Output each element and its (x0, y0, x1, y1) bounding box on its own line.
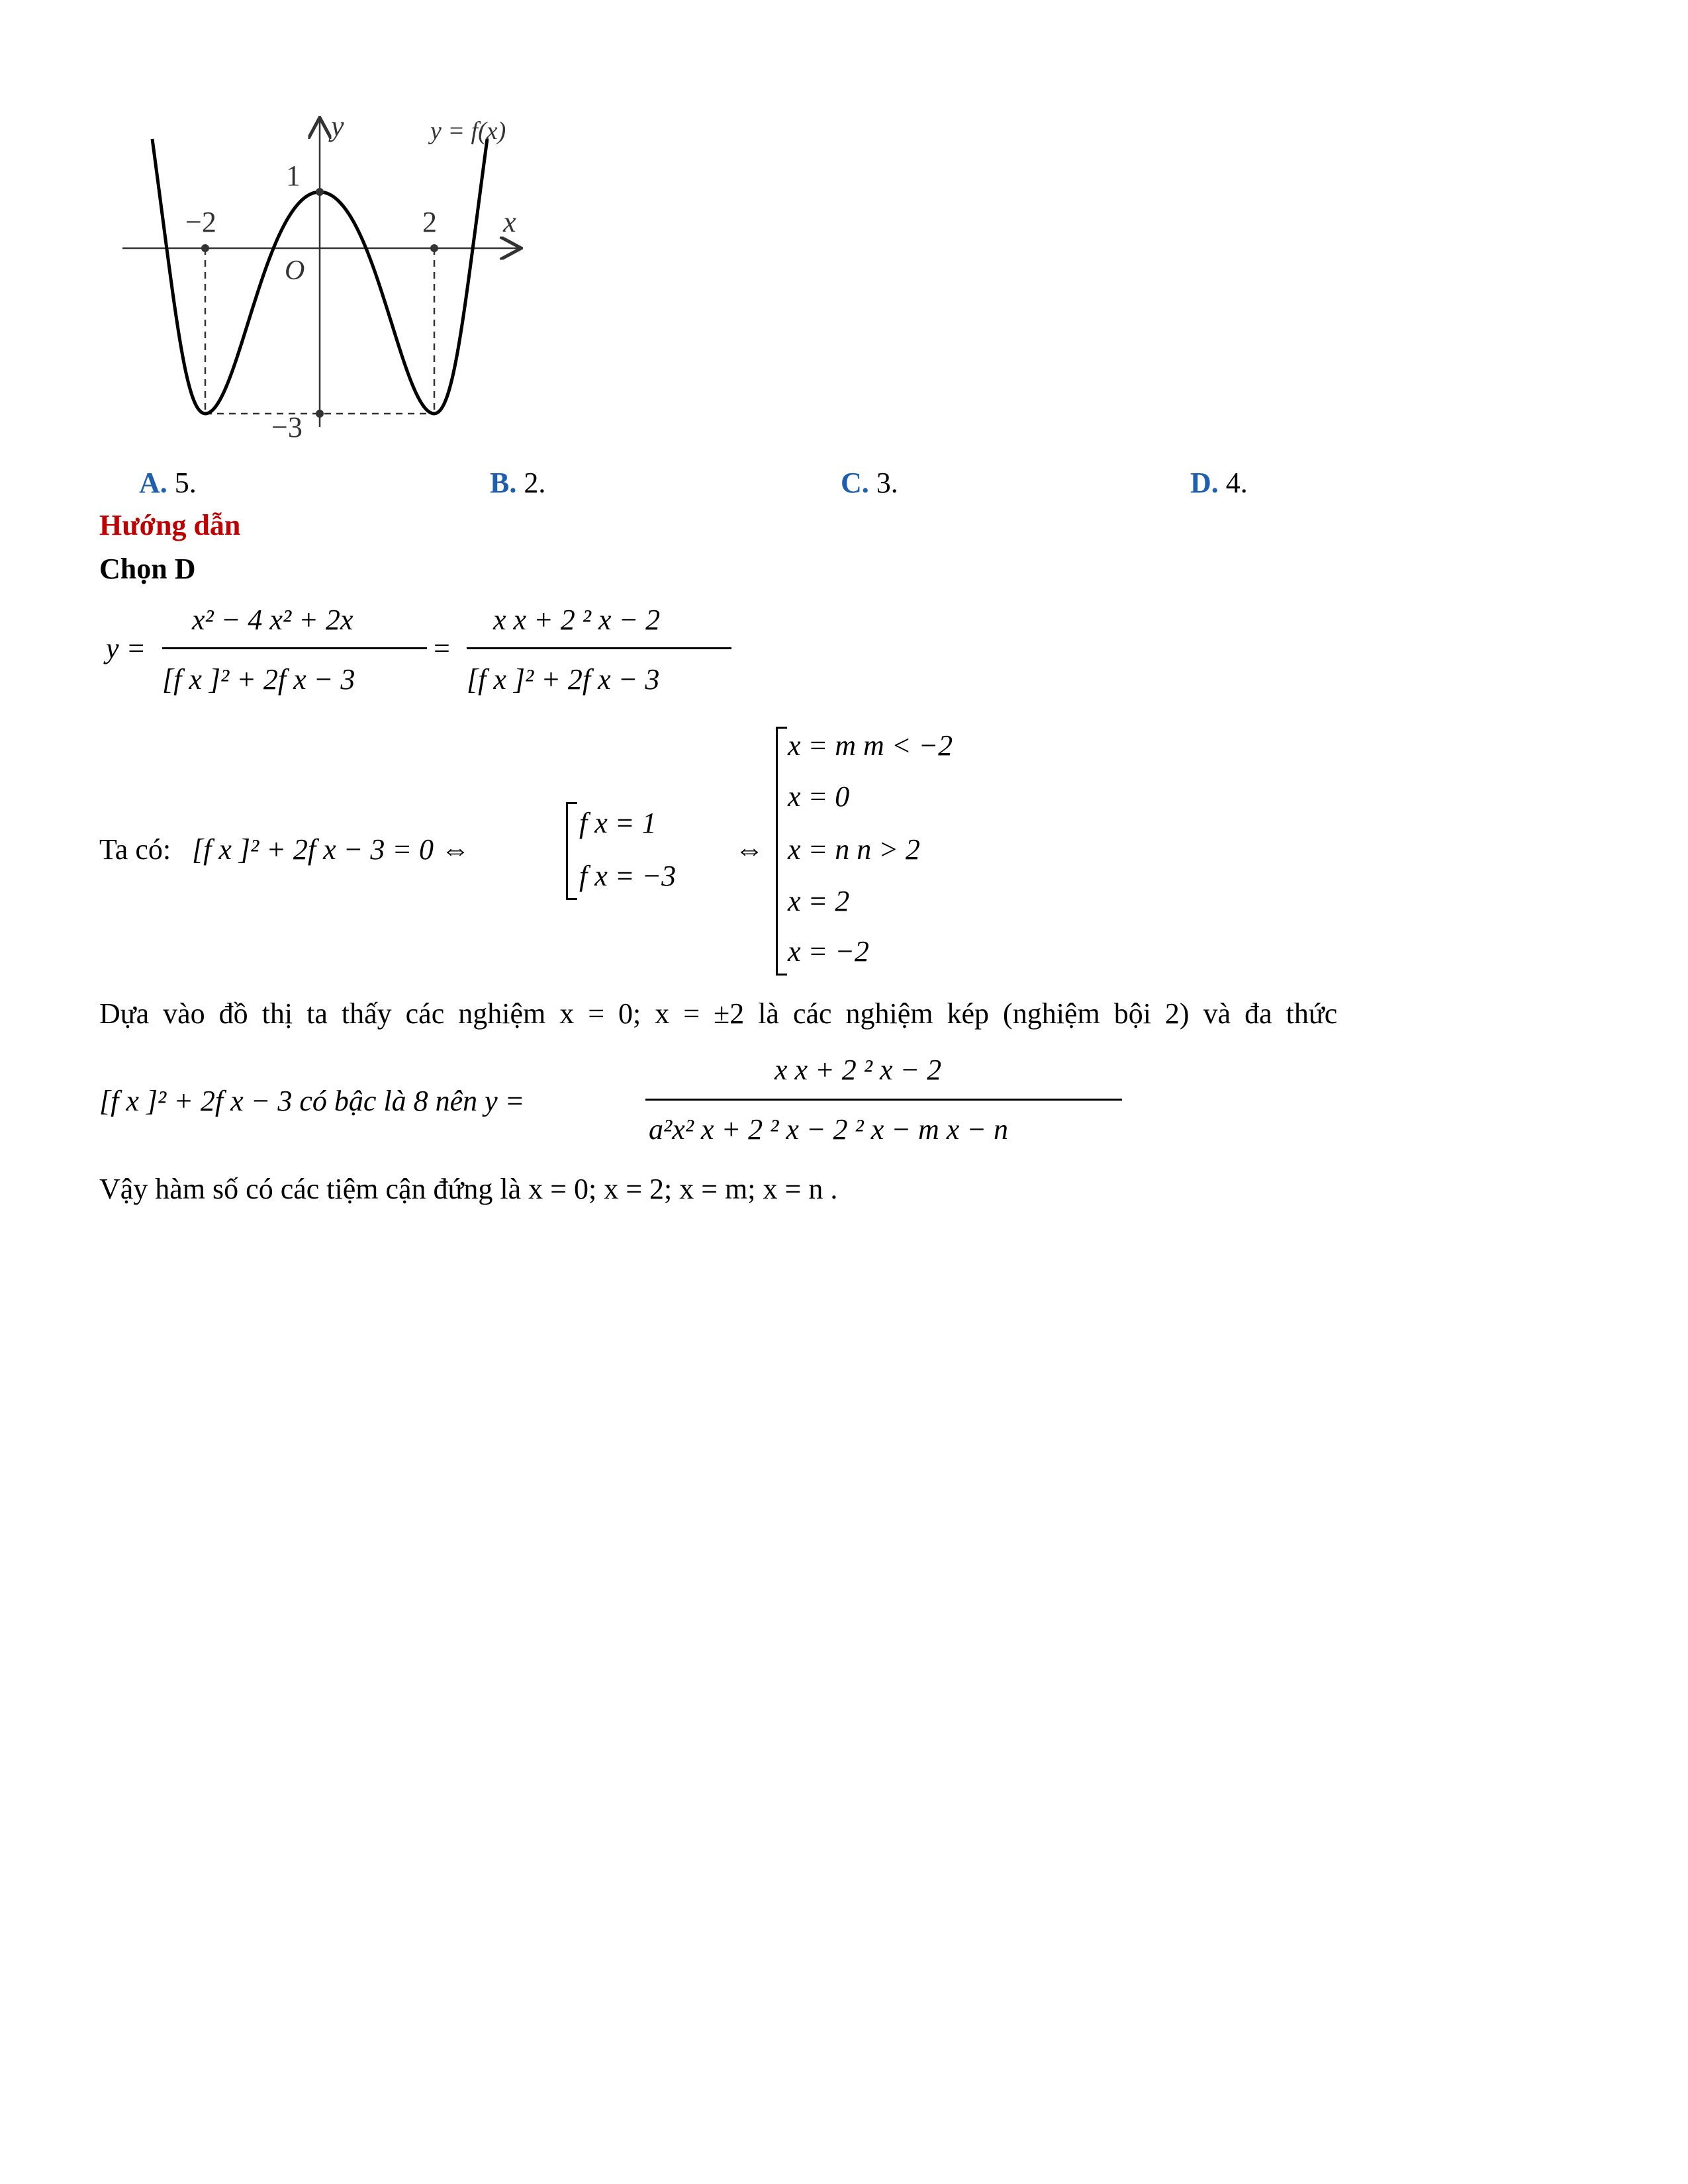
root-2: x = 0 (788, 780, 850, 813)
para2-numerator: x x + 2 ² x − 2 (774, 1054, 942, 1086)
curve-label: y = f(x) (430, 117, 506, 145)
point-y-1 (316, 188, 324, 196)
eq1-numerator-2: x x + 2 ² x − 2 (493, 604, 661, 636)
answer-b-letter: B. (490, 467, 517, 499)
guide-heading: Hướng dẫn (99, 509, 241, 541)
answer-a[interactable] (139, 469, 197, 498)
answer-b[interactable] (490, 469, 545, 498)
point-neg2-axis (201, 244, 209, 252)
eq1-fraction-bar-2 (467, 647, 731, 649)
answer-d-value: 4. (1218, 467, 1248, 499)
root-5: x = −2 (788, 935, 869, 968)
answer-c[interactable] (841, 469, 898, 498)
function-graph (113, 113, 543, 443)
answer-d[interactable] (1190, 469, 1248, 498)
point-2-axis (430, 244, 438, 252)
tick-label-neg3: −3 (271, 411, 303, 443)
root-1: x = m m < −2 (788, 729, 953, 762)
para2-lead: [f x ]² + 2f x − 3 có bậc là 8 nên y = (99, 1085, 525, 1117)
system-bracket (566, 802, 577, 900)
answer-c-value: 3. (868, 467, 898, 499)
tick-label-2: 2 (422, 206, 437, 238)
taco-iff: ⇔ (735, 833, 764, 866)
eq1-numerator-1: x² − 4 x² + 2x (192, 604, 353, 636)
answer-b-value: 2. (516, 467, 546, 499)
eq1-y: y = (106, 632, 146, 664)
root-4: x = 2 (788, 885, 850, 917)
origin-label: O (285, 255, 305, 286)
tick-label-neg2: −2 (185, 206, 216, 238)
taco-prefix: Ta có: (99, 833, 171, 866)
answer-d-letter: D. (1190, 467, 1219, 499)
para2-denominator: a²x² x + 2 ² x − 2 ² x − m x − n (649, 1113, 1008, 1146)
point-y-neg3 (316, 410, 324, 418)
tick-label-1: 1 (286, 159, 301, 192)
roots-bracket (776, 727, 787, 976)
y-axis-label: y (331, 113, 344, 142)
root-3: x = n n > 2 (788, 833, 920, 866)
eq1-denominator-1: [f x ]² + 2f x − 3 (162, 663, 355, 696)
eq1-denominator-2: [f x ]² + 2f x − 3 (467, 663, 660, 696)
x-axis-label: x (503, 206, 516, 238)
taco-lhs: [f x ]² + 2f x − 3 = 0 ⇔ (192, 833, 471, 866)
eq1-equals: = (434, 632, 450, 664)
eq1-fraction-bar-1 (162, 647, 427, 649)
conclusion: Vậy hàm số có các tiệm cận đứng là x = 0; x = 2; x = m; x = n . (99, 1173, 838, 1205)
answer-a-letter: A. (139, 467, 167, 499)
para2-fraction-bar (645, 1099, 1122, 1101)
system-eq-2: f x = −3 (579, 860, 677, 892)
answer-c-letter: C. (841, 467, 869, 499)
answer-a-value: 5. (167, 467, 197, 499)
choice-heading: Chọn D (99, 553, 196, 585)
system-eq-1: f x = 1 (579, 807, 657, 839)
paragraph-analysis: Dựa vào đồ thị ta thấy các nghiệm x = 0; x = ±2 là các nghiệm kép (nghiệm bội 2) và đa thức (99, 997, 1338, 1030)
